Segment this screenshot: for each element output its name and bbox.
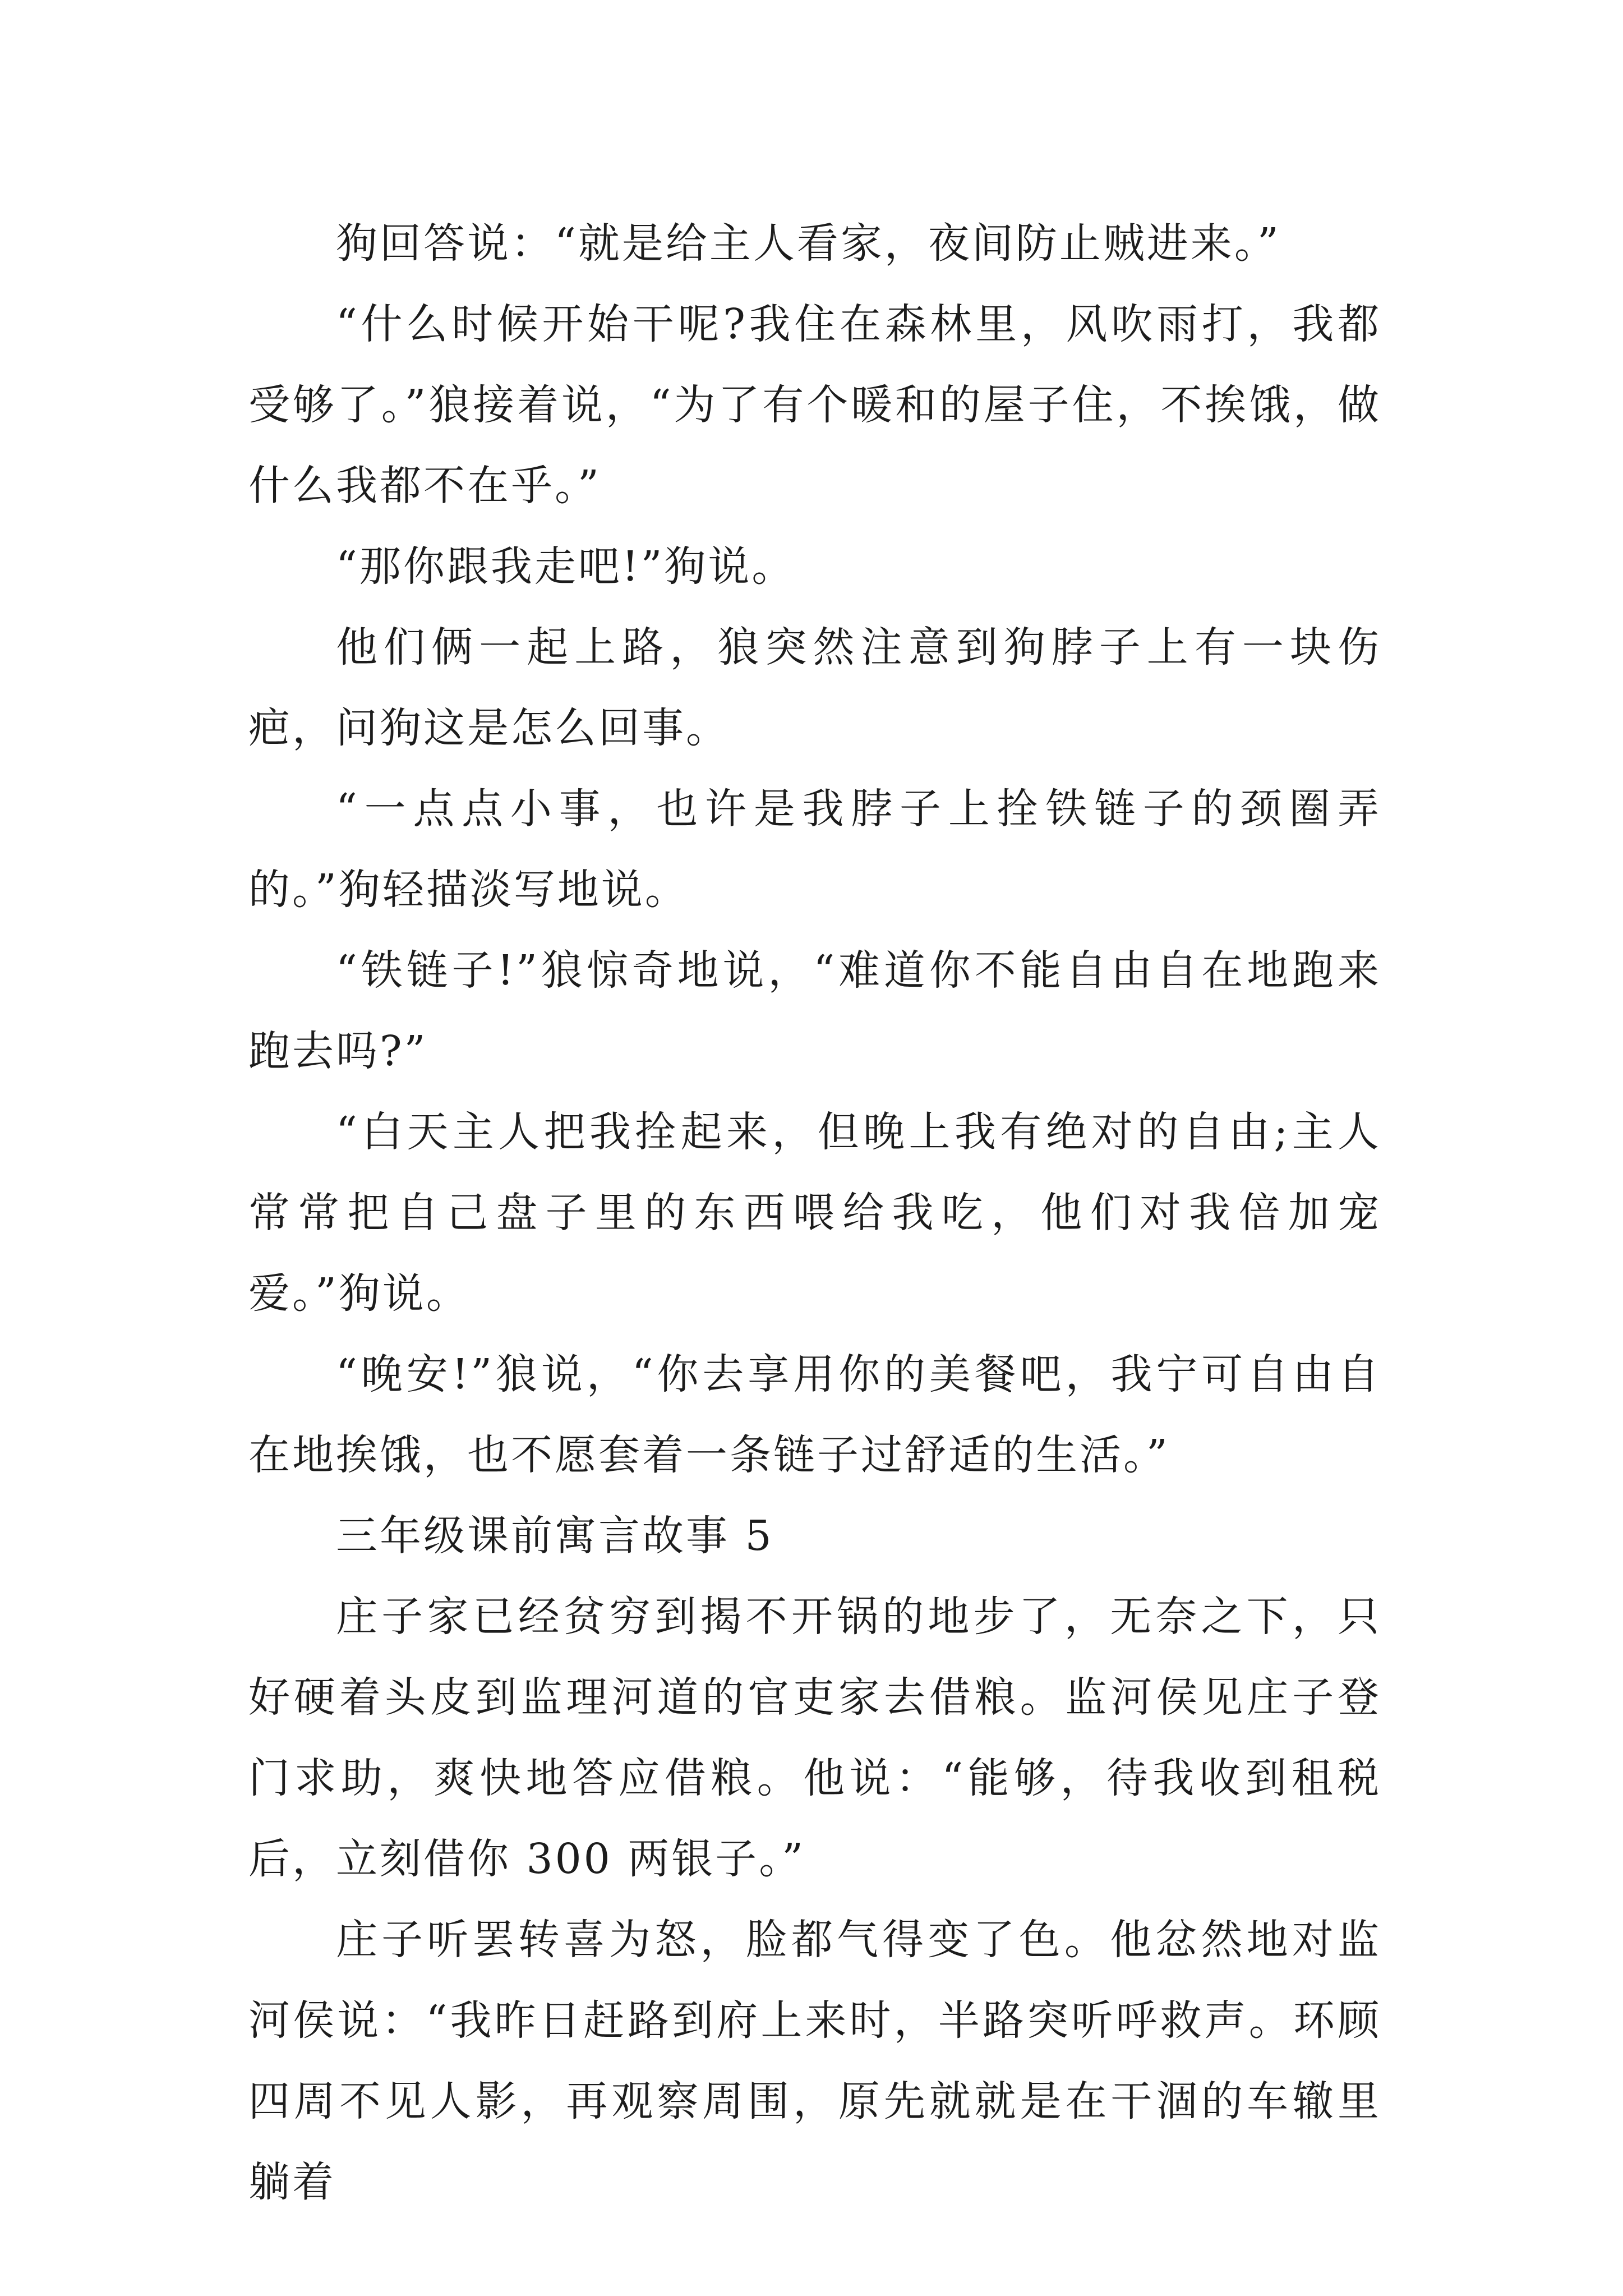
paragraph-scar: 他们俩一起上路，狼突然注意到狗脖子上有一块伤疤，问狗这是怎么回事。 [248,623,1381,752]
paragraph-chain: “铁链子!”狼惊奇地说，“难道你不能自由自在地跑来跑去吗?” [248,946,1381,1075]
paragraph-wolf-asks: “什么时候开始干呢?我住在森林里，风吹雨打，我都受够了。”狼接着说，“为了有个暖和的屋子住，不挨饿，做什么我都不在乎。” [248,300,1381,510]
paragraph-freedom-at-night: “白天主人把我拴起来，但晚上我有绝对的自由;主人常常把自己盘子里的东西喂给我吃，他们对我倍加宠爱。”狗说。 [248,1108,1381,1318]
paragraph-follow-me: “那你跟我走吧!”狗说。 [336,542,796,591]
section-heading: 三年级课前寓言故事 5 [336,1512,774,1560]
document-body [248,203,1381,2223]
paragraph-dog-reply: 狗回答说：“就是给主人看家，夜间防止贼进来。” [336,219,1281,268]
paragraph-zhuangzi-angry: 庄子听罢转喜为怒，脸都气得变了色。他忿然地对监河侯说：“我昨日赶路到府上来时，半路突听呼救声。环顾四周不见人影，再观察周围，原先就就是在干涸的车辙里躺着 [248,1916,1381,2206]
paragraph-zhuangzi-borrow: 庄子家已经贫穷到揭不开锅的地步了，无奈之下，只好硬着头皮到监理河道的官吏家去借粮。监河侯见庄子登门求助，爽快地答应借粮。他说：“能够，待我收到租税后，立刻借你 300 两银子。” [248,1593,1381,1883]
paragraph-goodnight: “晚安!”狼说，“你去享用你的美餐吧，我宁可自由自在地挨饿，也不愿套着一条链子过舒适的生活。” [248,1350,1381,1479]
paragraph-collar: “一点点小事，也许是我脖子上拴铁链子的颈圈弄的。”狗轻描淡写地说。 [248,785,1381,914]
